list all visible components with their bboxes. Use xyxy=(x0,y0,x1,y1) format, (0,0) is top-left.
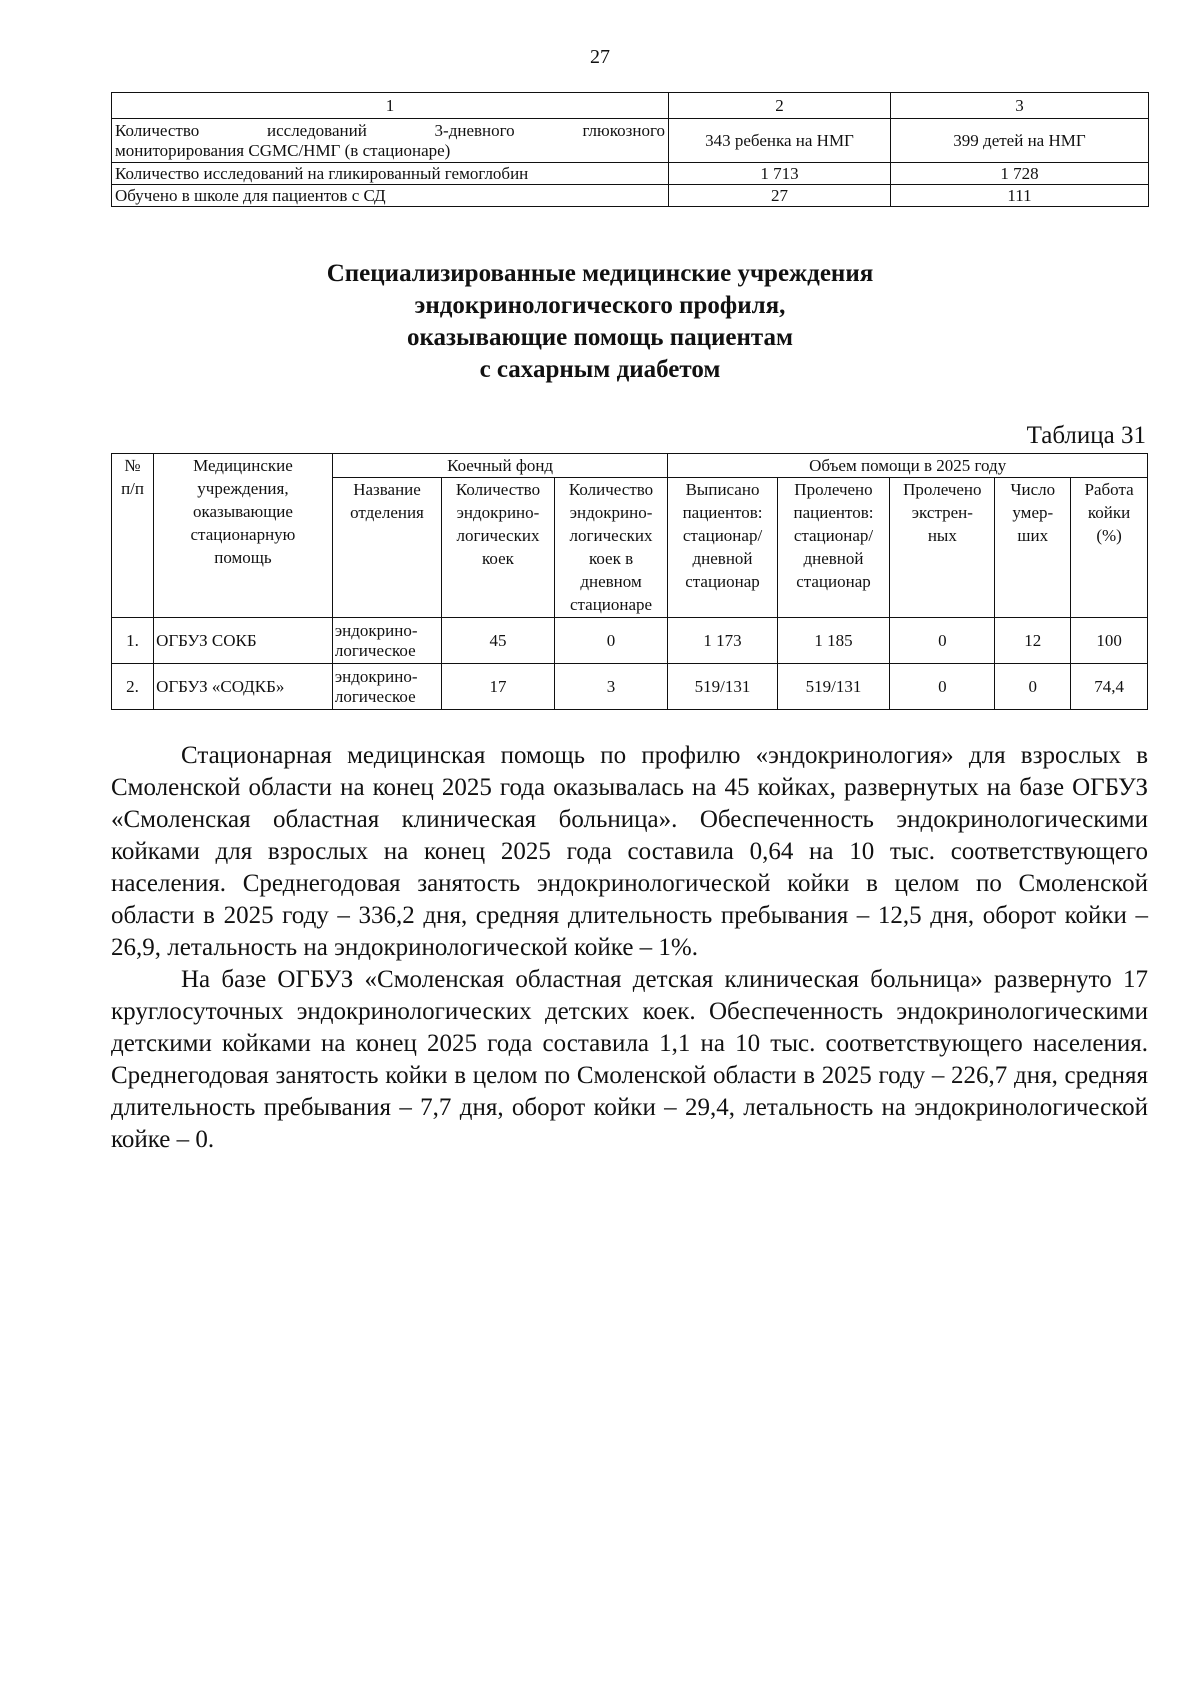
header-bed-fund: Коечный фонд xyxy=(332,454,668,478)
paragraph: На базе ОГБУЗ «Смоленская областная детская клиническая больница» развернуто 17 круглосуточных эндокринологических детских коек. Обеспеченность эндокринологическими детскими койками на конец 2025 года составила 1,1 на 10 тыс. соответствующего населения. Среднегодовая занятость койки в целом по Смоленской области в 2025 году – 226,7 дня, средняя длительность пребывания – 7,7 дня, оборот койки – 29,4, летальность на эндокринологической койке – 0. xyxy=(111,966,1148,1153)
table-cell: 100 xyxy=(1071,618,1148,664)
table-cell: Количество исследований на гликированный гемоглобин xyxy=(112,163,669,185)
header-emergency: Пролечено экстрен- ных xyxy=(890,478,995,618)
table-cell: 519/131 xyxy=(668,664,777,710)
table-cell: 1 185 xyxy=(777,618,890,664)
header-volume: Объем помощи в 2025 году xyxy=(668,454,1148,478)
body-text xyxy=(111,740,1148,1156)
table-header-row xyxy=(112,454,1148,478)
table-header-cell: 3 xyxy=(891,93,1149,119)
table-header-cell: 2 xyxy=(669,93,891,119)
table-cell: ОГБУЗ «СОДКБ» xyxy=(154,664,333,710)
section-title xyxy=(0,258,1200,386)
table-cell: эндокрино- логическое xyxy=(332,618,441,664)
header-day-beds: Количество эндокрино- логических коек в дневном стационаре xyxy=(554,478,668,618)
table-cell: 74,4 xyxy=(1071,664,1148,710)
monitoring-table xyxy=(111,92,1149,207)
row-label-line: мониторирования CGMC/НМГ (в стационаре) xyxy=(115,140,451,160)
page-number: 27 xyxy=(590,46,610,68)
table-cell: 1. xyxy=(112,618,154,664)
table-cell: 0 xyxy=(995,664,1071,710)
table-cell: 17 xyxy=(442,664,555,710)
table-cell: 0 xyxy=(554,618,668,664)
table-cell: 111 xyxy=(891,185,1149,207)
header-institution: Медицинские учреждения, оказывающие стационарную помощь xyxy=(154,454,333,618)
paragraph: Стационарная медицинская помощь по профилю «эндокринология» для взрослых в Смоленской области на конец 2025 года оказывалась на 45 койках, развернутых на базе ОГБУЗ «Смоленская областная клиническая больница». Обеспеченность эндокринологическими койками для взрослых на конец 2025 года составила 0,64 на 10 тыс. соответствующего населения. Среднегодовая занятость эндокринологической койки в целом по Смоленской области в 2025 году – 336,2 дня, средняя длительность пребывания – 12,5 дня, оборот койки – 26,9, летальность на эндокринологической койке – 1%. xyxy=(111,742,1148,961)
header-beds: Количество эндокрино- логических коек xyxy=(442,478,555,618)
table-cell: 27 xyxy=(669,185,891,207)
institutions-table xyxy=(111,453,1148,710)
table-cell: 0 xyxy=(890,618,995,664)
table-cell: эндокрино- логическое xyxy=(332,664,441,710)
table-cell: 519/131 xyxy=(777,664,890,710)
table-cell: 2. xyxy=(112,664,154,710)
table-cell: 3 xyxy=(554,664,668,710)
table-row xyxy=(112,664,1148,710)
header-deaths: Число умер- ших xyxy=(995,478,1071,618)
table-cell xyxy=(112,119,669,163)
table-cell: 1 713 xyxy=(669,163,891,185)
section-title-line: эндокринологического профиля, xyxy=(414,292,786,319)
header-treated: Пролечено пациентов: стационар/ дневной стационар xyxy=(777,478,890,618)
table-cell: 1 728 xyxy=(891,163,1149,185)
table-cell: 343 ребенка на НМГ xyxy=(669,119,891,163)
table-cell: Обучено в школе для пациентов с СД xyxy=(112,185,669,207)
section-title-line: оказывающие помощь пациентам xyxy=(406,324,794,351)
table-row xyxy=(112,618,1148,664)
table-cell: 0 xyxy=(890,664,995,710)
header-discharged: Выписано пациентов: стационар/ дневной стационар xyxy=(668,478,777,618)
table-caption: Таблица 31 xyxy=(1026,422,1146,449)
table-cell: 399 детей на НМГ xyxy=(891,119,1149,163)
table-row xyxy=(112,185,1149,207)
table-header-cell: 1 xyxy=(112,93,669,119)
table-header-row xyxy=(112,93,1149,119)
row-label-line: Количество исследований 3-дневного глюкозного xyxy=(115,120,665,140)
table-row xyxy=(112,163,1149,185)
table-row xyxy=(112,119,1149,163)
header-dept: Название отделения xyxy=(332,478,441,618)
section-title-line: Специализированные медицинские учреждения xyxy=(326,260,874,287)
table-cell: 1 173 xyxy=(668,618,777,664)
table-cell: ОГБУЗ СОКБ xyxy=(154,618,333,664)
header-bed-work: Работа койки (%) xyxy=(1071,478,1148,618)
table-cell: 12 xyxy=(995,618,1071,664)
table-cell: 45 xyxy=(442,618,555,664)
header-num: № п/п xyxy=(112,454,154,618)
section-title-line: с сахарным диабетом xyxy=(479,356,721,383)
